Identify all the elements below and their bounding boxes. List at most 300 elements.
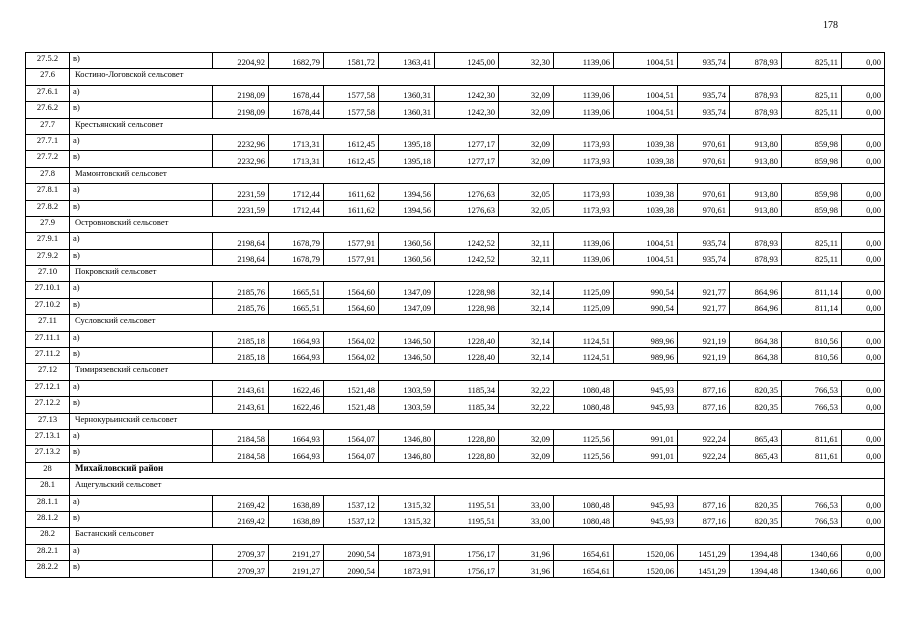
value-cell: 1195,51 (435, 511, 499, 527)
table-row (26, 298, 885, 314)
value-cell: 1125,09 (554, 298, 614, 314)
value-cell: 1360,31 (379, 102, 435, 118)
section-header-row (26, 315, 885, 331)
value-cell: 2143,61 (213, 397, 269, 413)
value-cell: 2231,59 (213, 200, 269, 216)
value-cell: 1173,93 (554, 184, 614, 200)
section-header-row (26, 216, 885, 232)
value-cell: 878,93 (730, 53, 782, 69)
value-cell: 1564,60 (324, 298, 379, 314)
row-subtype: а) (70, 380, 213, 396)
value-cell: 2191,27 (269, 561, 324, 577)
value-cell: 0,00 (842, 184, 885, 200)
table-row (26, 446, 885, 462)
value-cell: 935,74 (678, 53, 730, 69)
section-header-row (26, 413, 885, 429)
value-cell: 1611,62 (324, 200, 379, 216)
value-cell: 820,35 (730, 397, 782, 413)
section-name: Костино-Логовской сельсовет (70, 69, 885, 85)
value-cell: 2090,54 (324, 544, 379, 560)
section-code: 28.1 (26, 479, 70, 495)
value-cell: 1195,51 (435, 495, 499, 511)
row-subtype: а) (70, 282, 213, 298)
value-cell: 1039,38 (614, 200, 678, 216)
value-cell: 1139,06 (554, 53, 614, 69)
row-subtype: а) (70, 429, 213, 445)
value-cell: 820,35 (730, 511, 782, 527)
value-cell: 864,96 (730, 298, 782, 314)
value-cell: 1678,44 (269, 85, 324, 101)
value-cell: 2185,76 (213, 298, 269, 314)
row-code: 27.13.1 (26, 429, 70, 445)
value-cell: 1004,51 (614, 85, 678, 101)
section-code: 27.11 (26, 315, 70, 331)
value-cell: 825,11 (782, 53, 842, 69)
row-subtype: в) (70, 151, 213, 167)
value-cell: 32,11 (499, 249, 554, 265)
value-cell: 945,93 (614, 511, 678, 527)
value-cell: 1520,06 (614, 544, 678, 560)
row-subtype: в) (70, 397, 213, 413)
value-cell: 2232,96 (213, 134, 269, 150)
value-cell: 0,00 (842, 544, 885, 560)
value-cell: 921,77 (678, 298, 730, 314)
value-cell: 1276,63 (435, 200, 499, 216)
value-cell: 1363,41 (379, 53, 435, 69)
value-cell: 935,74 (678, 249, 730, 265)
value-cell: 1125,56 (554, 446, 614, 462)
value-cell: 1315,32 (379, 511, 435, 527)
value-cell: 31,96 (499, 544, 554, 560)
value-cell: 945,93 (614, 495, 678, 511)
value-cell: 1577,91 (324, 249, 379, 265)
value-cell: 970,61 (678, 184, 730, 200)
value-cell: 0,00 (842, 511, 885, 527)
value-cell: 991,01 (614, 446, 678, 462)
value-cell: 1581,72 (324, 53, 379, 69)
value-cell: 1394,56 (379, 184, 435, 200)
value-cell: 1664,93 (269, 331, 324, 347)
value-cell: 825,11 (782, 233, 842, 249)
value-cell: 878,93 (730, 102, 782, 118)
row-code: 28.1.1 (26, 495, 70, 511)
value-cell: 1173,93 (554, 134, 614, 150)
section-code: 27.13 (26, 413, 70, 429)
value-cell: 811,61 (782, 429, 842, 445)
value-cell: 1124,51 (554, 331, 614, 347)
value-cell: 31,96 (499, 561, 554, 577)
value-cell: 877,16 (678, 511, 730, 527)
value-cell: 1520,06 (614, 561, 678, 577)
value-cell: 1125,56 (554, 429, 614, 445)
value-cell: 877,16 (678, 380, 730, 396)
value-cell: 0,00 (842, 233, 885, 249)
value-cell: 1564,07 (324, 446, 379, 462)
value-cell: 32,09 (499, 134, 554, 150)
row-subtype: в) (70, 511, 213, 527)
value-cell: 1564,07 (324, 429, 379, 445)
value-cell: 766,53 (782, 397, 842, 413)
value-cell: 1756,17 (435, 561, 499, 577)
value-cell: 2185,18 (213, 331, 269, 347)
value-cell: 1622,46 (269, 380, 324, 396)
value-cell: 1004,51 (614, 102, 678, 118)
value-cell: 2709,37 (213, 561, 269, 577)
row-subtype: в) (70, 446, 213, 462)
row-subtype: в) (70, 298, 213, 314)
value-cell: 1303,59 (379, 397, 435, 413)
section-code: 27.12 (26, 364, 70, 380)
value-cell: 825,11 (782, 102, 842, 118)
value-cell: 1395,18 (379, 151, 435, 167)
value-cell: 921,77 (678, 282, 730, 298)
value-cell: 970,61 (678, 200, 730, 216)
value-cell: 33,00 (499, 495, 554, 511)
section-header-row (26, 364, 885, 380)
value-cell: 32,30 (499, 53, 554, 69)
value-cell: 0,00 (842, 134, 885, 150)
value-cell: 2169,42 (213, 511, 269, 527)
value-cell: 1564,60 (324, 282, 379, 298)
table-row (26, 102, 885, 118)
value-cell: 32,11 (499, 233, 554, 249)
section-name: Бастанский сельсовет (70, 528, 885, 544)
value-cell: 32,09 (499, 102, 554, 118)
row-subtype: в) (70, 200, 213, 216)
value-cell: 0,00 (842, 53, 885, 69)
value-cell: 1080,48 (554, 397, 614, 413)
value-cell: 2185,18 (213, 348, 269, 364)
value-cell: 32,05 (499, 200, 554, 216)
value-cell: 1080,48 (554, 511, 614, 527)
value-cell: 1873,91 (379, 544, 435, 560)
section-header-row (26, 266, 885, 282)
value-cell: 0,00 (842, 429, 885, 445)
value-cell: 864,38 (730, 348, 782, 364)
table-row (26, 331, 885, 347)
row-code: 27.11.1 (26, 331, 70, 347)
value-cell: 2232,96 (213, 151, 269, 167)
value-cell: 32,14 (499, 282, 554, 298)
value-cell: 1873,91 (379, 561, 435, 577)
value-cell: 1340,66 (782, 544, 842, 560)
row-subtype: а) (70, 331, 213, 347)
table-row (26, 544, 885, 560)
value-cell: 1340,66 (782, 561, 842, 577)
section-name: Покровский сельсовет (70, 266, 885, 282)
value-cell: 1242,52 (435, 233, 499, 249)
table-body (26, 53, 885, 578)
value-cell: 1346,80 (379, 429, 435, 445)
value-cell: 32,14 (499, 298, 554, 314)
value-cell: 1139,06 (554, 102, 614, 118)
value-cell: 989,96 (614, 331, 678, 347)
value-cell: 1713,31 (269, 151, 324, 167)
section-code: 28 (26, 462, 70, 478)
row-code: 27.12.1 (26, 380, 70, 396)
value-cell: 921,19 (678, 331, 730, 347)
section-code: 27.7 (26, 118, 70, 134)
value-cell: 1245,00 (435, 53, 499, 69)
value-cell: 1346,50 (379, 348, 435, 364)
value-cell: 1577,58 (324, 102, 379, 118)
section-name: Сусловский сельсовет (70, 315, 885, 331)
value-cell: 2198,09 (213, 102, 269, 118)
value-cell: 1394,48 (730, 561, 782, 577)
value-cell: 2184,58 (213, 429, 269, 445)
table-row (26, 561, 885, 577)
value-cell: 1277,17 (435, 151, 499, 167)
value-cell: 33,00 (499, 511, 554, 527)
row-code: 27.8.2 (26, 200, 70, 216)
section-header-row (26, 528, 885, 544)
value-cell: 935,74 (678, 233, 730, 249)
table-row (26, 233, 885, 249)
value-cell: 1346,50 (379, 331, 435, 347)
value-cell: 859,98 (782, 200, 842, 216)
value-cell: 1622,46 (269, 397, 324, 413)
row-subtype: в) (70, 102, 213, 118)
table-row (26, 53, 885, 69)
value-cell: 1185,34 (435, 380, 499, 396)
section-name: Ащегульский сельсовет (70, 479, 885, 495)
table-row (26, 397, 885, 413)
value-cell: 1664,93 (269, 348, 324, 364)
value-cell: 1360,56 (379, 249, 435, 265)
value-cell: 1537,12 (324, 511, 379, 527)
value-cell: 1665,51 (269, 282, 324, 298)
value-cell: 1228,80 (435, 446, 499, 462)
value-cell: 1654,61 (554, 544, 614, 560)
row-code: 27.11.2 (26, 348, 70, 364)
value-cell: 811,61 (782, 446, 842, 462)
value-cell: 1347,09 (379, 282, 435, 298)
value-cell: 945,93 (614, 397, 678, 413)
row-code: 28.1.2 (26, 511, 70, 527)
value-cell: 1347,09 (379, 298, 435, 314)
row-subtype: а) (70, 184, 213, 200)
value-cell: 1242,30 (435, 102, 499, 118)
value-cell: 1451,29 (678, 544, 730, 560)
value-cell: 0,00 (842, 495, 885, 511)
row-subtype: а) (70, 233, 213, 249)
value-cell: 935,74 (678, 85, 730, 101)
row-subtype: в) (70, 348, 213, 364)
value-cell: 1039,38 (614, 134, 678, 150)
value-cell: 1678,44 (269, 102, 324, 118)
row-code: 27.10.2 (26, 298, 70, 314)
value-cell: 0,00 (842, 249, 885, 265)
row-code: 27.7.2 (26, 151, 70, 167)
value-cell: 0,00 (842, 348, 885, 364)
value-cell: 1654,61 (554, 561, 614, 577)
section-name: Островновский сельсовет (70, 216, 885, 232)
value-cell: 0,00 (842, 200, 885, 216)
value-cell: 1228,40 (435, 331, 499, 347)
value-cell: 32,14 (499, 331, 554, 347)
value-cell: 1080,48 (554, 495, 614, 511)
value-cell: 32,22 (499, 380, 554, 396)
value-cell: 32,14 (499, 348, 554, 364)
value-cell: 1228,98 (435, 298, 499, 314)
value-cell: 820,35 (730, 495, 782, 511)
value-cell: 1564,02 (324, 331, 379, 347)
value-cell: 1665,51 (269, 298, 324, 314)
value-cell: 859,98 (782, 184, 842, 200)
value-cell: 1395,18 (379, 134, 435, 150)
value-cell: 1303,59 (379, 380, 435, 396)
value-cell: 913,80 (730, 151, 782, 167)
table-row (26, 134, 885, 150)
value-cell: 1756,17 (435, 544, 499, 560)
row-code: 27.9.1 (26, 233, 70, 249)
table-row (26, 282, 885, 298)
value-cell: 2198,09 (213, 85, 269, 101)
value-cell: 877,16 (678, 495, 730, 511)
value-cell: 990,54 (614, 298, 678, 314)
value-cell: 2185,76 (213, 282, 269, 298)
value-cell: 921,19 (678, 348, 730, 364)
row-subtype: в) (70, 249, 213, 265)
value-cell: 1228,40 (435, 348, 499, 364)
value-cell: 0,00 (842, 446, 885, 462)
section-code: 27.10 (26, 266, 70, 282)
value-cell: 1664,93 (269, 446, 324, 462)
section-code: 27.8 (26, 167, 70, 183)
value-cell: 825,11 (782, 85, 842, 101)
value-cell: 1124,51 (554, 348, 614, 364)
value-cell: 864,96 (730, 282, 782, 298)
row-subtype: в) (70, 561, 213, 577)
value-cell: 1360,31 (379, 85, 435, 101)
value-cell: 1173,93 (554, 151, 614, 167)
value-cell: 865,43 (730, 446, 782, 462)
value-cell: 1712,44 (269, 184, 324, 200)
value-cell: 922,24 (678, 429, 730, 445)
district-name: Михайловский район (70, 462, 885, 478)
value-cell: 0,00 (842, 102, 885, 118)
section-header-row (26, 167, 885, 183)
table-row (26, 348, 885, 364)
value-cell: 1004,51 (614, 233, 678, 249)
value-cell: 859,98 (782, 134, 842, 150)
value-cell: 922,24 (678, 446, 730, 462)
section-name: Мамонтовский сельсовет (70, 167, 885, 183)
row-code: 27.10.1 (26, 282, 70, 298)
value-cell: 1242,30 (435, 85, 499, 101)
value-cell: 0,00 (842, 380, 885, 396)
table-row (26, 184, 885, 200)
value-cell: 32,09 (499, 85, 554, 101)
value-cell: 2090,54 (324, 561, 379, 577)
value-cell: 1611,62 (324, 184, 379, 200)
value-cell: 878,93 (730, 85, 782, 101)
value-cell: 1139,06 (554, 249, 614, 265)
table-row (26, 151, 885, 167)
value-cell: 2143,61 (213, 380, 269, 396)
value-cell: 1242,52 (435, 249, 499, 265)
value-cell: 1185,34 (435, 397, 499, 413)
value-cell: 0,00 (842, 397, 885, 413)
section-header-row (26, 118, 885, 134)
value-cell: 991,01 (614, 429, 678, 445)
value-cell: 1004,51 (614, 53, 678, 69)
value-cell: 945,93 (614, 380, 678, 396)
value-cell: 1612,45 (324, 134, 379, 150)
value-cell: 1451,29 (678, 561, 730, 577)
value-cell: 1678,79 (269, 233, 324, 249)
table-row (26, 429, 885, 445)
value-cell: 1228,98 (435, 282, 499, 298)
district-header-row (26, 462, 885, 478)
value-cell: 810,56 (782, 331, 842, 347)
row-code: 27.12.2 (26, 397, 70, 413)
value-cell: 0,00 (842, 282, 885, 298)
value-cell: 970,61 (678, 151, 730, 167)
value-cell: 766,53 (782, 495, 842, 511)
value-cell: 1173,93 (554, 200, 614, 216)
section-header-row (26, 69, 885, 85)
value-cell: 1004,51 (614, 249, 678, 265)
row-code: 28.2.2 (26, 561, 70, 577)
value-cell: 935,74 (678, 102, 730, 118)
value-cell: 1360,56 (379, 233, 435, 249)
value-cell: 32,09 (499, 446, 554, 462)
row-code: 27.13.2 (26, 446, 70, 462)
section-code: 28.2 (26, 528, 70, 544)
value-cell: 1537,12 (324, 495, 379, 511)
row-code: 27.8.1 (26, 184, 70, 200)
value-cell: 989,96 (614, 348, 678, 364)
value-cell: 1139,06 (554, 233, 614, 249)
value-cell: 32,22 (499, 397, 554, 413)
value-cell: 1346,80 (379, 446, 435, 462)
value-cell: 1564,02 (324, 348, 379, 364)
value-cell: 32,09 (499, 151, 554, 167)
value-cell: 1139,06 (554, 85, 614, 101)
value-cell: 1228,80 (435, 429, 499, 445)
row-subtype: а) (70, 544, 213, 560)
value-cell: 1638,89 (269, 511, 324, 527)
value-cell: 2169,42 (213, 495, 269, 511)
section-name: Крестьянский сельсовет (70, 118, 885, 134)
row-code: 27.6.1 (26, 85, 70, 101)
value-cell: 1713,31 (269, 134, 324, 150)
value-cell: 877,16 (678, 397, 730, 413)
value-cell: 811,14 (782, 298, 842, 314)
value-cell: 0,00 (842, 298, 885, 314)
value-cell: 0,00 (842, 331, 885, 347)
value-cell: 32,05 (499, 184, 554, 200)
row-code: 27.5.2 (26, 53, 70, 69)
value-cell: 864,38 (730, 331, 782, 347)
table-row (26, 85, 885, 101)
value-cell: 1039,38 (614, 151, 678, 167)
value-cell: 2198,64 (213, 249, 269, 265)
value-cell: 1315,32 (379, 495, 435, 511)
value-cell: 2198,64 (213, 233, 269, 249)
value-cell: 865,43 (730, 429, 782, 445)
value-cell: 878,93 (730, 249, 782, 265)
value-cell: 1039,38 (614, 184, 678, 200)
value-cell: 1638,89 (269, 495, 324, 511)
value-cell: 859,98 (782, 151, 842, 167)
value-cell: 1521,48 (324, 397, 379, 413)
value-cell: 1712,44 (269, 200, 324, 216)
value-cell: 1577,58 (324, 85, 379, 101)
value-cell: 1577,91 (324, 233, 379, 249)
table-row (26, 380, 885, 396)
